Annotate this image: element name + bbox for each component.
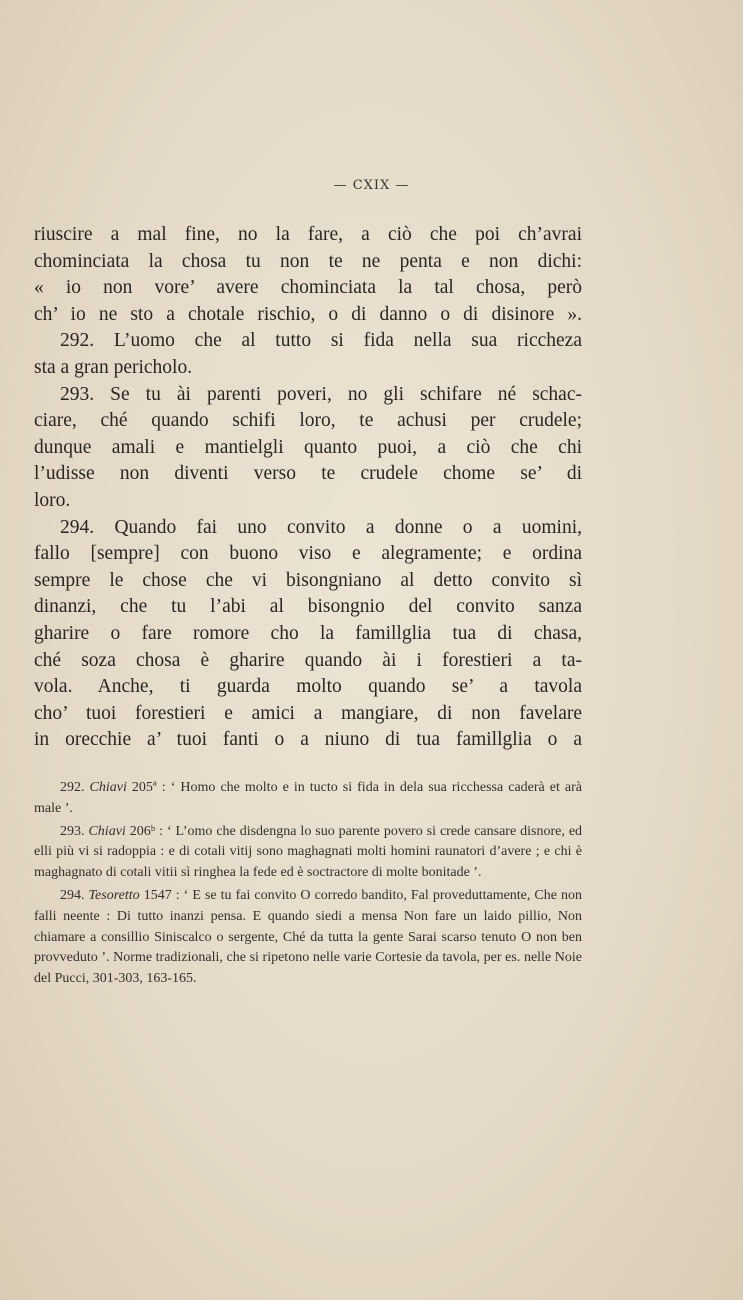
footnote-source: Chiavi — [89, 780, 127, 795]
footnote-text: ‘ E se tu fai convito O corredo bandito, Fal proveduttamente, Che non falli neente : Di tutto inanzi pensa. E quando siedi a mensa Non fare un laido pillio, Non chiamare a consillio Siniscalco o sergente, Ché da tutta la gente Sarai scarso tenuto O non ben provveduto ’. Norme tradizionali, che si ripetono nelle varie Cortesie da tavola, per es. nelle Noie del Pucci, 301-303, 163-165. — [34, 887, 583, 987]
text-line: ché soza chosa è gharire quando ài i forestieri a ta- — [34, 649, 582, 671]
text-line: dunque amali e mantielgli quanto puoi, a ciò che chi — [34, 436, 582, 458]
text-line: loro. — [34, 489, 71, 511]
text-line: fallo [sempre] con buono viso e alegramente; e ordina — [34, 543, 582, 565]
paragraph-292 — [34, 328, 582, 381]
footnote-text: ‘ Homo che molto e in tucto si fida in dela sua ricchessa caderà et arà male ’. — [34, 780, 582, 816]
text-line: sempre le chose che vi bisongniano al detto convito sì — [34, 569, 582, 591]
text-line: in orecchie a’ tuoi fanti o a niuno di tua famillglia o a — [34, 729, 582, 751]
footnote-text: ‘ L’omo che disdengna lo suo parente povero si crede cansare disnore, ed elli più vi si radoppia : e di cotali vitij sono maghagnati molti homini raunatori d’avere ; e chi è maghagnato di cotali vitii sì ringhea la fede ed è soctractore di molte bonitade ’. — [34, 823, 583, 881]
text-line: riuscire a mal fine, no la fare, a ciò che poi ch’avrai — [34, 224, 582, 245]
text-line: vola. Anche, ti guarda molto quando se’ a tavola — [34, 676, 582, 698]
text-line: cho’ tuoi forestieri e amici a mangiare, di non favelare — [34, 702, 582, 724]
footnote-ref: 205ª : — [131, 780, 166, 795]
footnote-294 — [34, 886, 582, 990]
paragraph-293 — [34, 382, 582, 515]
footnote-source: Tesoretto — [88, 887, 140, 903]
footnote-number: 292. — [60, 780, 85, 795]
text-line: 292. L’uomo che al tutto si fida nella sua riccheza — [60, 330, 582, 352]
text-line: dinanzi, che tu l’abi al bisongnio del convito sanza — [34, 596, 582, 618]
footnote-number: 294. — [60, 887, 85, 903]
footnote-292 — [34, 778, 582, 820]
footnote-ref: 206ᵇ : — [129, 823, 163, 839]
footnote-ref: 1547 : — [143, 887, 180, 903]
text-line: « io non vore’ avere chominciata la tal chosa, però — [34, 277, 582, 299]
page-number-header: — CXIX — — [333, 178, 410, 193]
text-line: chominciata la chosa tu non te ne penta e non dichi: — [34, 250, 582, 272]
text-line: 293. Se tu ài parenti poveri, no gli schifare né schac- — [60, 383, 582, 405]
text-line: ch’ io ne sto a chotale rischio, o di danno o di disinore ». — [34, 303, 582, 325]
text-line: sta a gran pericholo. — [34, 356, 193, 378]
footnote-source: Chiavi — [88, 823, 126, 839]
footnote-number: 293. — [60, 823, 85, 839]
text-line: gharire o fare romore cho la famillglia tua di chasa, — [34, 622, 582, 644]
main-text — [34, 222, 582, 754]
paragraph-294 — [34, 515, 582, 754]
footnote-293 — [34, 822, 582, 884]
text-line: l’udisse non diventi verso te crudele chome se’ di — [34, 463, 582, 485]
footnotes — [34, 778, 582, 992]
text-line: ciare, ché quando schifi loro, te achusi per crudele; — [34, 410, 582, 432]
paragraph-continuation — [34, 222, 582, 328]
text-line: 294. Quando fai uno convito a donne o a uomini, — [60, 516, 582, 538]
